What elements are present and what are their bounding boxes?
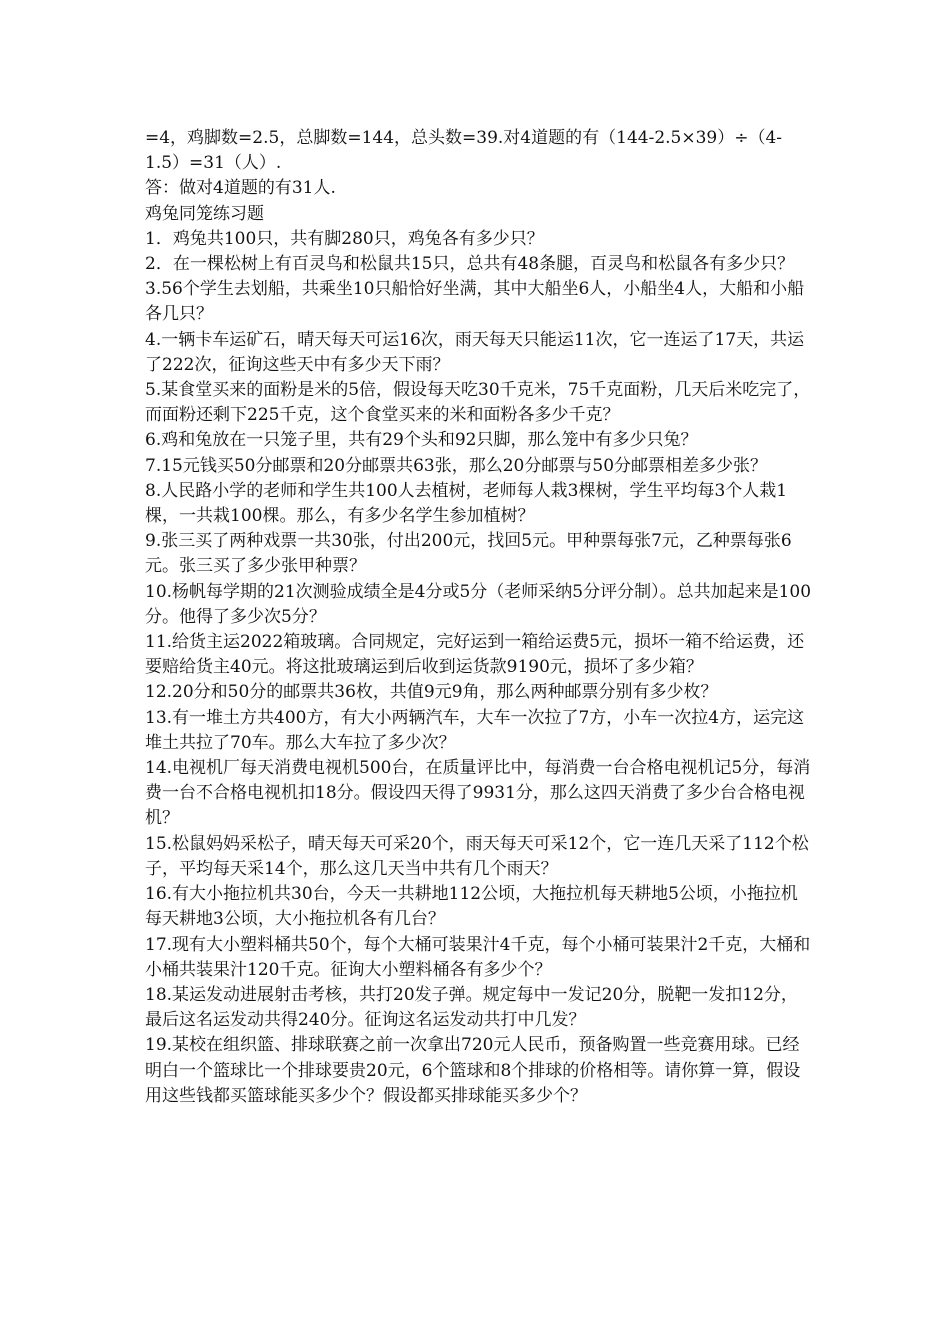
problem-item: 5.某食堂买来的面粉是米的5倍，假设每天吃30千克米，75千克面粉，几天后米吃完了，而面粉还剩下225千克，这个食堂买来的米和面粉各多少千克？ [145,380,811,426]
problem-item: 9.张三买了两种戏票一共30张，付出200元，找回5元。甲种票每张7元，乙种票每张6元。张三买了多少张甲种票？ [145,531,792,577]
problem-item: 12.20分和50分的邮票共36枚，共值9元9角，那么两种邮票分别有多少枚？ [145,682,718,703]
solution-answer: 答：做对4道题的有31人. [145,178,336,199]
solution-continuation: =4，鸡脚数=2.5，总脚数=144，总头数=39.对4道题的有（144-2.5×39）÷（4-1.5）=31（人）. [145,128,783,174]
problem-item: 14.电视机厂每天消费电视机500台，在质量评比中，每消费一台合格电视机记5分，每消费一台不合格电视机扣18分。假设四天得了9931分，那么这四天消费了多少台合格电视机？ [145,758,811,829]
problem-item: 10.杨帆每学期的21次测验成绩全是4分或5分（老师采纳5分评分制）。总共加起来是100分。他得了多少次5分？ [145,581,812,627]
problem-item: 7.15元钱买50分邮票和20分邮票共63张，那么20分邮票与50分邮票相差多少张？ [145,455,768,476]
problem-item: 6.鸡和兔放在一只笼子里，共有29个头和92只脚，那么笼中有多少只兔？ [145,430,698,451]
problem-item: 18.某运发动进展射击考核，共打20发子弹。规定每中一发记20分，脱靶一发扣12分，最后这名运发动共得240分。征询这名运发动共打中几发？ [145,984,798,1031]
problem-item: 1．鸡兔共100只，共有脚280只，鸡兔各有多少只？ [145,228,544,249]
problem-item: 11.给货主运2022箱玻璃。合同规定，完好运到一箱给运费5元，损坏一箱不给运费，还要赔给货主40元。将这批玻璃运到后收到运货款9190元，损坏了多少箱？ [145,632,805,678]
problem-item: 8.人民路小学的老师和学生共100人去植树，老师每人栽3棵树，学生平均每3个人栽1棵，一共栽100棵。那么，有多少名学生参加植树？ [145,480,788,527]
problem-item: 3.56个学生去划船，共乘坐10只船恰好坐满，其中大船坐6人，小船坐4人，大船和小船各几只？ [145,279,805,325]
problem-item: 15.松鼠妈妈采松子，晴天每天可采20个，雨天每天可采12个，它一连几天采了112个松子，平均每天采14个，那么这几天当中共有几个雨天？ [145,833,809,879]
document-body [145,126,813,1109]
problem-item: 2．在一棵松树上有百灵鸟和松鼠共15只，总共有48条腿，百灵鸟和松鼠各有多少只？ [145,254,795,275]
problem-item: 4.一辆卡车运矿石，晴天每天可运16次，雨天每天只能运11次，它一连运了17天，共运了222次，征询这些天中有多少天下雨？ [145,329,805,375]
problem-item: 16.有大小拖拉机共30台，今天一共耕地112公顷，大拖拉机每天耕地5公顷，小拖拉机每天耕地3公顷，大小拖拉机各有几台？ [145,884,798,930]
problem-item: 17.现有大小塑料桶共50个，每个大桶可装果汁4千克，每个小桶可装果汁2千克，大桶和小桶共装果汁120千克。征询大小塑料桶各有多少个？ [145,934,811,980]
problem-item: 13.有一堆土方共400方，有大小两辆汽车，大车一次拉了7方，小车一次拉4方，运完这堆土共拉了70车。那么大车拉了多少次？ [145,707,805,753]
section-title: 鸡兔同笼练习题 [145,203,264,224]
problem-item: 19.某校在组织篮、排球联赛之前一次拿出720元人民币，预备购置一些竞赛用球。已经明白一个篮球比一个排球要贵20元，6个篮球和8个排球的价格相等。请你算一算，假设用这些钱都买篮球能买多少个？假设都买排球能买多少个？ [145,1035,801,1106]
